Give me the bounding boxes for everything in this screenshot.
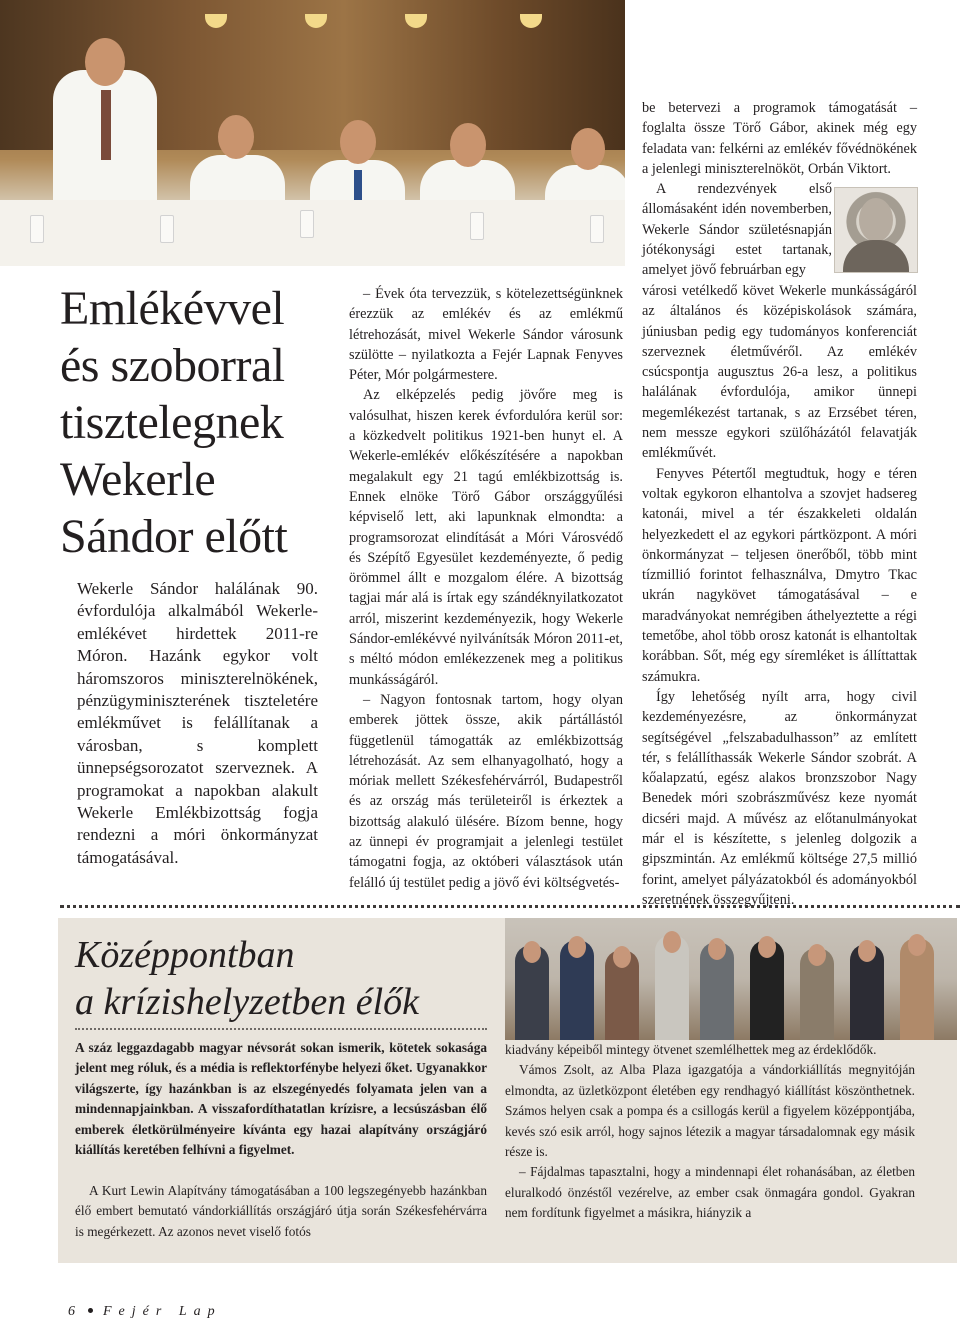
wekerle-portrait-photo bbox=[834, 187, 918, 273]
page-number: 6 bbox=[68, 1304, 82, 1319]
article-2-body-right bbox=[505, 1040, 915, 1224]
article-2-body-left: A Kurt Lewin Alapítvány támogatásában a 100 legszegényebb hazánkban élő embert bemutató vándorkiállítás országjáró útja során Székesfehérvárra is megérkezett. Az azonos nevet viselő fotós bbox=[75, 1183, 487, 1239]
page-footer bbox=[68, 1304, 222, 1320]
paragraph: – Fájdalmas tapasztalni, hogy a mindennapi élet rohanásában, az életben eluralkodó önzéstől vezérelve, az ember csak önmagára gondol. Gyakran nem fordítunk figyelmet a másikra, hiányzik a bbox=[505, 1164, 915, 1221]
paragraph: – Évek óta tervezzük, s kötelezettségünknek érezzük az emlékév és az emlékmű létrehozását, mivel Wekerle Sándor városunk szülötte – nyilatkozta a Fejér Lapnak Fenyves Péter, Mór polgármestere. bbox=[349, 286, 623, 384]
article-column-3 bbox=[642, 281, 917, 910]
headline-line: és szoborral bbox=[60, 339, 285, 392]
paragraph: Az elképzelés pedig jövőre meg is valósulhat, hiszen kerek évfordulóra kerül sor: a közkedvelt politikus 1921-ben hunyt el. A Wekerle-emlékév előkészítésére a napokban megalakult egy 21 tagú emlékbizottság is. Ennek elnöke Törő Gábor országgyűlési képviselő lett, aki lapunknak elmondta: a programsorozat elindítását a Móri Városvédő és Szépítő Egyesület kezdeményezte, ő pedig örömmel állt e mozgalom élére. A bizottság tagjai már alá is írtak egy szándéknyilatkozatot arról, miszerint kezdeményezik, hogy Wekerle Sándor-emlékévvé nyilvánítsák Móron 2011-et, s méltó módon emlékezzenek meg a politikus munkásságáról. bbox=[349, 387, 623, 688]
headline-line: Wekerle bbox=[60, 453, 216, 506]
meeting-photo bbox=[0, 0, 625, 266]
paragraph: – Nagyon fontosnak tartom, hogy olyan emberek jöttek össze, akik pártállástól függetlenül támogatták az emlékbizottság létrehozását. Az sem elhanyagolható, hogy a móriak mellett Székesfehérvárról, Budapestről és az ország más területeiről is érkeztek a bizottság alakuló ülésére. Bízom benne, hogy az ünnepi év programjait a jelenlegi testület támogatni fogja, az októberi választások után felálló új testület pedig a jövő évi költségvetés- bbox=[349, 691, 623, 891]
separator-dot bbox=[88, 1308, 93, 1313]
article-lead: Wekerle Sándor halálának 90. évfordulója alkalmából Wekerle-emlékévet hirdettek 2011-re Móron. Hazánk egykor volt háromszoros miniszterelnökének, pénzügyminiszterének tiszteletére emlékművet is felállítanak a városban, s komplett ünnepségsorozatot szerveznek. A programokat a napokban alakult Wekerle Emlékbizottság fogja rendezni a móri önkormányzat támogatásával. bbox=[77, 579, 318, 867]
exhibition-crowd-photo bbox=[505, 918, 957, 1040]
paragraph: A rendezvények első állomásaként idén novemberben, Wekerle Sándor születésnapján jótékonysági estet tartanak, amelyet jövő februárban egy bbox=[642, 181, 832, 279]
headline-underline bbox=[75, 1028, 487, 1030]
paragraph: Fenyves Pétertől megtudtuk, hogy e téren voltak egykoron elhantolva a szovjet hadsereg katonái, mivel a tér északkeleti oldalán helyezkedett el az egykori pártközpont. A móri önkormányzat – teljesen önerőből, több mint tízmillió forintot felhasználva, Dmytro Tkac ukrán nagykövet támogatásával – e maradványokat nemrégiben áthelyeztette a régi temetőbe, ahol több orosz katonát is elhantoltak korábban. Sőt, még egy síremléket is állíttattak számukra. bbox=[642, 465, 917, 685]
paragraph: Így lehetőség nyílt arra, hogy civil kezdeményezésre, az önkormányzat segítségével „felszabadulhasson” az említett tér, s felállíthassák Wekerle Sándor szobrát. A kőalapzatú, egész alakos bronzszobor Nagy Benedek móri szobrászművész keze nyomát dicséri majd. A művész az előtanulmányokat már el is készítette, s jelenleg dolgozik a gipszmintán. Az emlékmű költsége 27,5 millió forint, amelyet pályázatokból és adományokból szeretnének összegyűjteni. bbox=[642, 688, 917, 908]
headline-line: tisztelegnek bbox=[60, 396, 284, 449]
publication-name: Fejér Lap bbox=[103, 1304, 222, 1319]
article-column-3-wrap bbox=[642, 179, 832, 280]
headline-line: Középpontban bbox=[75, 934, 295, 976]
paragraph: városi vetélkedő követ Wekerle munkásságáról az általános és középiskolások számára, júniusban pedig egy tudományos konferenciát szerveznek életművéről. Az emlékév csúcspontja augusztus 26-a lesz, a politikus halálának évfordulója, amikor ünnepi megemlékezést tartanak, s az Erzsébet téren, nem messze egykori szülőházától felavatják emlékművét. bbox=[642, 283, 917, 462]
article-column-3-top bbox=[642, 98, 917, 179]
section-divider bbox=[60, 905, 960, 908]
headline-line: a krízishelyzetben élők bbox=[75, 981, 420, 1023]
paragraph: Vámos Zsolt, az Alba Plaza igazgatója a vándorkiállítás megnyitóján elmondta, az üzletközpont életében egy rendhagyó kiállítást köszönthetnek. Számos helyen csak a pompa és a csillogás kerül a figyelem középpontjába, kevés szó esik arról, hogy sajnos létezik a magyar társadalomnak egy másik része is. bbox=[505, 1062, 915, 1160]
article-column-2 bbox=[349, 284, 623, 893]
article-2-intro: A száz leggazdagabb magyar névsorát sokan ismerik, kötetek sokasága jelent meg róluk, és a média is reflektorfénybe helyezi őket. Ugyanakkor világszerte, így hazánkban is az elszegényedés folyamata jelen van a mindennapjainkban. A visszafordíthatatlan krízisre, a lecsúszásban élő emberek életkörülményeire kívánta egy hazai alapítvány országjáró kiállítás keretében felhívni a figyelmet. bbox=[75, 1040, 487, 1158]
article-2-headline bbox=[75, 932, 495, 1026]
headline-line: Sándor előtt bbox=[60, 510, 288, 563]
paragraph: kiadvány képeiből mintegy ötvenet szemlélhettek meg az érdeklődők. bbox=[505, 1042, 877, 1057]
paragraph: be betervezi a programok támogatását – foglalta össze Törő Gábor, akinek még egy feladata van: felkérni az emlékév fővédnökének a jelenlegi miniszterelnököt, Orbán Viktort. bbox=[642, 100, 917, 177]
article-headline bbox=[60, 280, 340, 565]
headline-line: Emlékévvel bbox=[60, 282, 285, 335]
